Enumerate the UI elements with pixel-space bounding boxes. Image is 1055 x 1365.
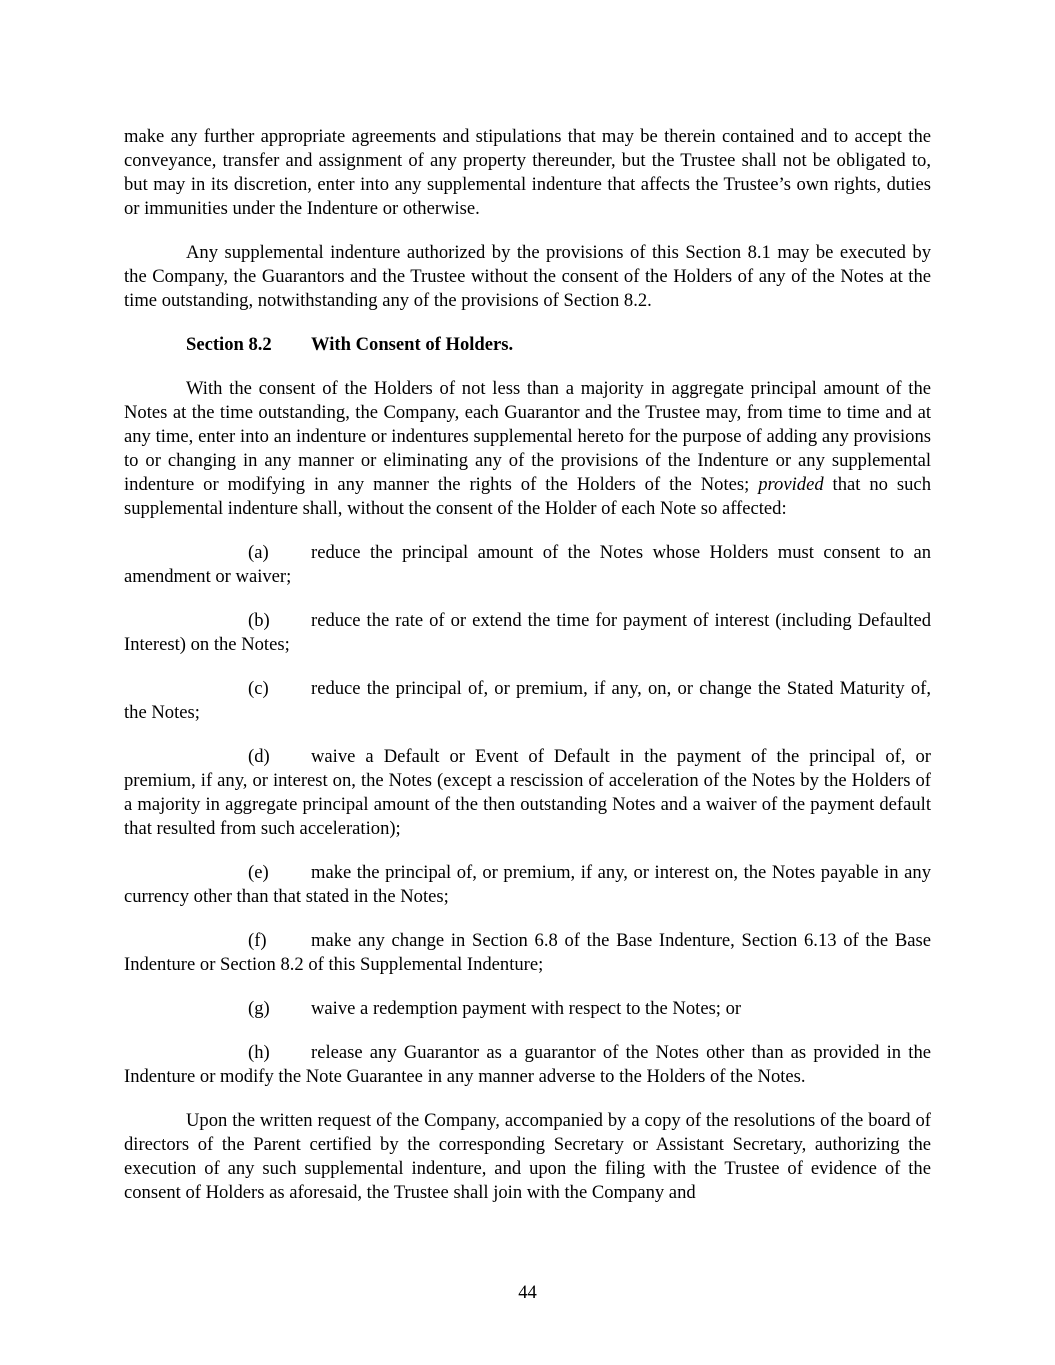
section-number: Section 8.2 <box>186 334 272 355</box>
list-item-text: waive a Default or Event of Default in the payment of the principal of, or premium, if any, or interest on, the Notes (except a rescission of acceleration of the Notes by the Holders of a majority in aggregate principal amount of the then outstanding Notes and a waiver of the payment default that resulted from such acceleration); <box>124 746 931 839</box>
section-heading <box>124 333 931 357</box>
list-item-text: reduce the rate of or extend the time for payment of interest (including Defaulted Interest) on the Notes; <box>124 610 931 655</box>
list-item-c <box>124 677 931 725</box>
list-item-label: (f) <box>248 930 267 951</box>
list-item-text: release any Guarantor as a guarantor of the Notes other than as provided in the Indenture or modify the Note Guarantee in any manner adverse to the Holders of the Notes. <box>124 1042 931 1087</box>
list-item-text: make the principal of, or premium, if any, or interest on, the Notes payable in any currency other than that stated in the Notes; <box>124 862 931 907</box>
list-item-label: (a) <box>248 542 269 563</box>
list-item-label: (d) <box>248 746 270 767</box>
list-item-label: (b) <box>248 610 270 631</box>
paragraph-consent-of-holders <box>124 377 931 521</box>
section-title: With Consent of Holders. <box>311 334 514 355</box>
italic-term: provided <box>758 474 824 495</box>
list-item-label: (e) <box>248 862 269 883</box>
list-item-text: make any change in Section 6.8 of the Base Indenture, Section 6.13 of the Base Indenture or Section 8.2 of this Supplemental Indenture; <box>124 930 931 975</box>
paragraph-text-before: With the consent of the Holders of not less than a majority in aggregate principal amount of the Notes at the time outstanding, the Company, each Guarantor and the Trustee may, from time to time and at any time, enter into an indenture or indentures supplemental hereto for the purpose of adding any provisions to or changing in any manner or eliminating any of the provisions of the Indenture or any supplemental indenture or modifying in any manner the rights of the Holders of the Notes; <box>124 378 931 495</box>
list-item-label: (g) <box>248 998 270 1019</box>
page-number: 44 <box>518 1282 537 1303</box>
list-item-text: reduce the principal of, or premium, if any, on, or change the Stated Maturity of, the Notes; <box>124 678 931 723</box>
list-item-a <box>124 541 931 589</box>
list-item-label: (c) <box>248 678 269 699</box>
list-item-text: waive a redemption payment with respect to the Notes; or <box>311 998 742 1019</box>
list-item-b <box>124 609 931 657</box>
paragraph-section-8-1-authorization: Any supplemental indenture authorized by the provisions of this Section 8.1 may be executed by the Company, the Guarantors and the Trustee without the consent of the Holders of any of the Notes at the time outstanding, notwithstanding any of the provisions of Section 8.2. <box>124 242 931 311</box>
list-item-text: reduce the principal amount of the Notes whose Holders must consent to an amendment or waiver; <box>124 542 931 587</box>
paragraph-continuation: make any further appropriate agreements and stipulations that may be therein contained and to accept the conveyance, transfer and assignment of any property thereunder, but the Trustee shall not be obligated to, but may in its discretion, enter into any supplemental indenture that affects the Trustee’s own rights, duties or immunities under the Indenture or otherwise. <box>124 126 931 219</box>
list-item-d <box>124 745 931 841</box>
list-item-g <box>124 997 931 1021</box>
list-item-f <box>124 929 931 977</box>
document-page <box>124 125 931 1225</box>
list-item-label: (h) <box>248 1042 270 1063</box>
paragraph-written-request: Upon the written request of the Company, accompanied by a copy of the resolutions of the board of directors of the Parent certified by the corresponding Secretary or Assistant Secretary, authorizing the execution of any such supplemental indenture, and upon the filing with the Trustee of evidence of the consent of Holders as aforesaid, the Trustee shall join with the Company and <box>124 1110 931 1203</box>
list-item-h <box>124 1041 931 1089</box>
list-item-e <box>124 861 931 909</box>
paragraph-text-after: that no such supplemental indenture shall, without the consent of the Holder of each Note so affected: <box>124 474 931 519</box>
